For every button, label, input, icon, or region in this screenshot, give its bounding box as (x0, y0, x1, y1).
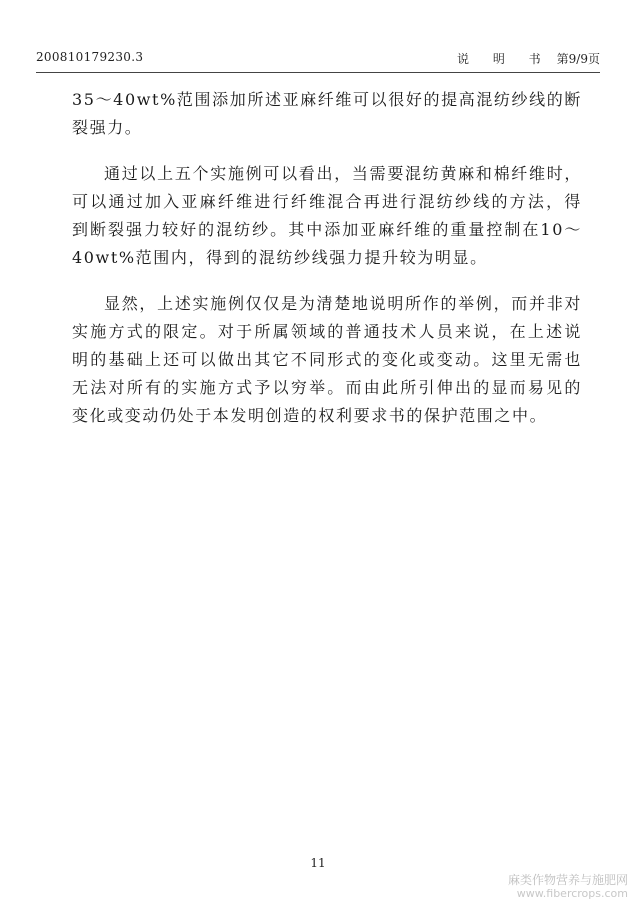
page-indicator: 第9/9页 (556, 52, 600, 66)
document-section-title: 说 明 书 (457, 52, 551, 66)
header-divider (36, 72, 600, 73)
watermark-site-url: www.fibercrops.com (516, 887, 628, 900)
patent-application-number: 200810179230.3 (36, 50, 144, 64)
paragraph-disclaimer: 显然，上述实施例仅仅是为清楚地说明所作的举例，而并非对实施方式的限定。对于所属领域的普通技术人员来说，在上述说明的基础上还可以做出其它不同形式的变化或变动。这里无需也无法对所有的实施方式予以穷举。而由此所引伸出的显而易见的变化或变动仍处于本发明创造的权利要求书的保护范围之中。 (72, 294, 582, 425)
paragraph-continuation: 35～40wt%范围添加所述亚麻纤维可以很好的提高混纺纱线的断裂强力。 (72, 90, 582, 137)
description-body (72, 86, 582, 448)
page-number: 11 (310, 856, 326, 870)
header-right-group (457, 50, 600, 67)
watermark-site-name: 麻类作物营养与施肥网 (507, 873, 628, 887)
page-header (36, 50, 600, 72)
site-watermark (508, 873, 628, 901)
paragraph-conclusion: 通过以上五个实施例可以看出，当需要混纺黄麻和棉纤维时，可以通过加入亚麻纤维进行纤维混合再进行混纺纱线的方法，得到断裂强力较好的混纺纱。其中添加亚麻纤维的重量控制在10～40wt%范围内，得到的混纺纱线强力提升较为明显。 (72, 164, 582, 267)
